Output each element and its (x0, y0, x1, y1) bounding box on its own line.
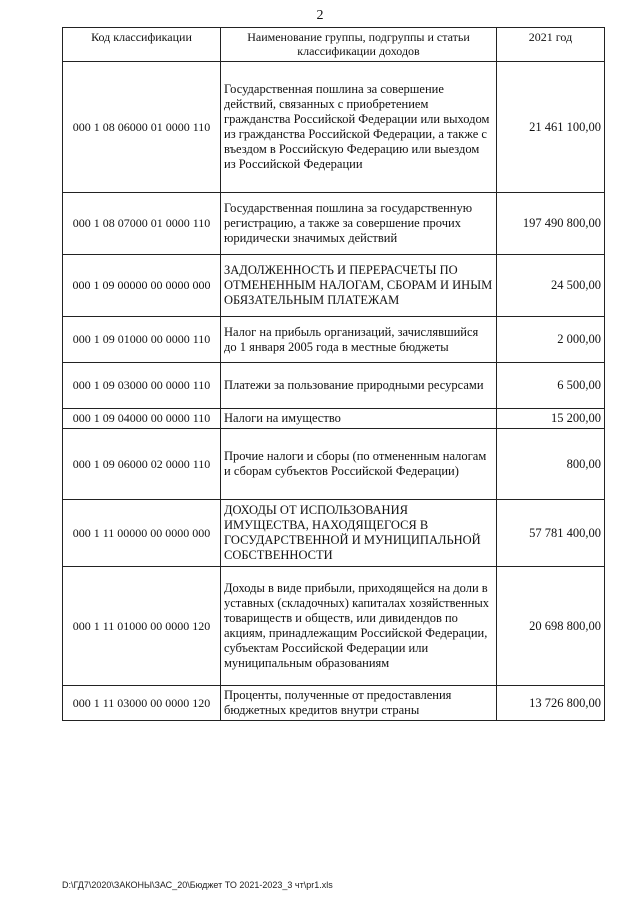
table-row (63, 686, 605, 721)
row-code: 000 1 09 00000 00 0000 000 (63, 255, 221, 317)
row-name: Доходы в виде прибыли, приходящейся на доли в уставных (складочных) капиталах хозяйственных товариществ и обществ, или дивидендов по акциям, принадлежащим Российской Федерации, субъектам Российской Федерации или муниципальным образованиям (221, 567, 497, 686)
row-name: Прочие налоги и сборы (по отмененным налогам и сборам субъектов Российской Федерации) (221, 429, 497, 500)
row-code: 000 1 11 03000 00 0000 120 (63, 686, 221, 721)
table-row (63, 255, 605, 317)
row-amount: 2 000,00 (497, 317, 605, 363)
row-name: Налог на прибыль организаций, зачислявшийся до 1 января 2005 года в местные бюджеты (221, 317, 497, 363)
row-name: Государственная пошлина за государственную регистрацию, а также за совершение прочих юридически значимых действий (221, 193, 497, 255)
row-name: Платежи за пользование природными ресурсами (221, 363, 497, 409)
row-amount: 21 461 100,00 (497, 62, 605, 193)
file-path-footer: D:\ГД7\2020\ЗАКОНЫ\ЗАС_20\Бюджет ТО 2021-2023_3 чт\pr1.xls (62, 880, 333, 890)
table-row (63, 567, 605, 686)
row-code: 000 1 11 01000 00 0000 120 (63, 567, 221, 686)
header-name: Наименование группы, подгруппы и статьи классификации доходов (221, 28, 497, 62)
row-amount: 20 698 800,00 (497, 567, 605, 686)
table-row (63, 409, 605, 429)
table-row (63, 62, 605, 193)
row-code: 000 1 11 00000 00 0000 000 (63, 500, 221, 567)
row-name: Налоги на имущество (221, 409, 497, 429)
table-row (63, 317, 605, 363)
row-code: 000 1 08 06000 01 0000 110 (63, 62, 221, 193)
row-code: 000 1 09 06000 02 0000 110 (63, 429, 221, 500)
header-year: 2021 год (497, 28, 605, 62)
row-name: ЗАДОЛЖЕННОСТЬ И ПЕРЕРАСЧЕТЫ ПО ОТМЕНЕННЫМ НАЛОГАМ, СБОРАМ И ИНЫМ ОБЯЗАТЕЛЬНЫМ ПЛАТЕЖАМ (221, 255, 497, 317)
table-header-row (63, 28, 605, 62)
row-code: 000 1 09 04000 00 0000 110 (63, 409, 221, 429)
page-number: 2 (316, 8, 324, 23)
row-name: Проценты, полученные от предоставления бюджетных кредитов внутри страны (221, 686, 497, 721)
row-name: Государственная пошлина за совершение действий, связанных с приобретением гражданства Российской Федерации или выходом из гражданства Российской Федерации, а также с въездом в Российскую Федерацию или выездом из Российской Федерации (221, 62, 497, 193)
row-code: 000 1 09 03000 00 0000 110 (63, 363, 221, 409)
row-code: 000 1 08 07000 01 0000 110 (63, 193, 221, 255)
row-name: ДОХОДЫ ОТ ИСПОЛЬЗОВАНИЯ ИМУЩЕСТВА, НАХОДЯЩЕГОСЯ В ГОСУДАРСТВЕННОЙ И МУНИЦИПАЛЬНОЙ СОБСТВЕННОСТИ (221, 500, 497, 567)
row-amount: 197 490 800,00 (497, 193, 605, 255)
row-amount: 57 781 400,00 (497, 500, 605, 567)
table-row (63, 500, 605, 567)
row-amount: 24 500,00 (497, 255, 605, 317)
header-code: Код классификации (63, 28, 221, 62)
row-amount: 13 726 800,00 (497, 686, 605, 721)
revenue-table (62, 27, 605, 721)
table-row (63, 193, 605, 255)
row-code: 000 1 09 01000 00 0000 110 (63, 317, 221, 363)
table-row (63, 363, 605, 409)
row-amount: 15 200,00 (497, 409, 605, 429)
row-amount: 6 500,00 (497, 363, 605, 409)
row-amount: 800,00 (497, 429, 605, 500)
table-row (63, 429, 605, 500)
